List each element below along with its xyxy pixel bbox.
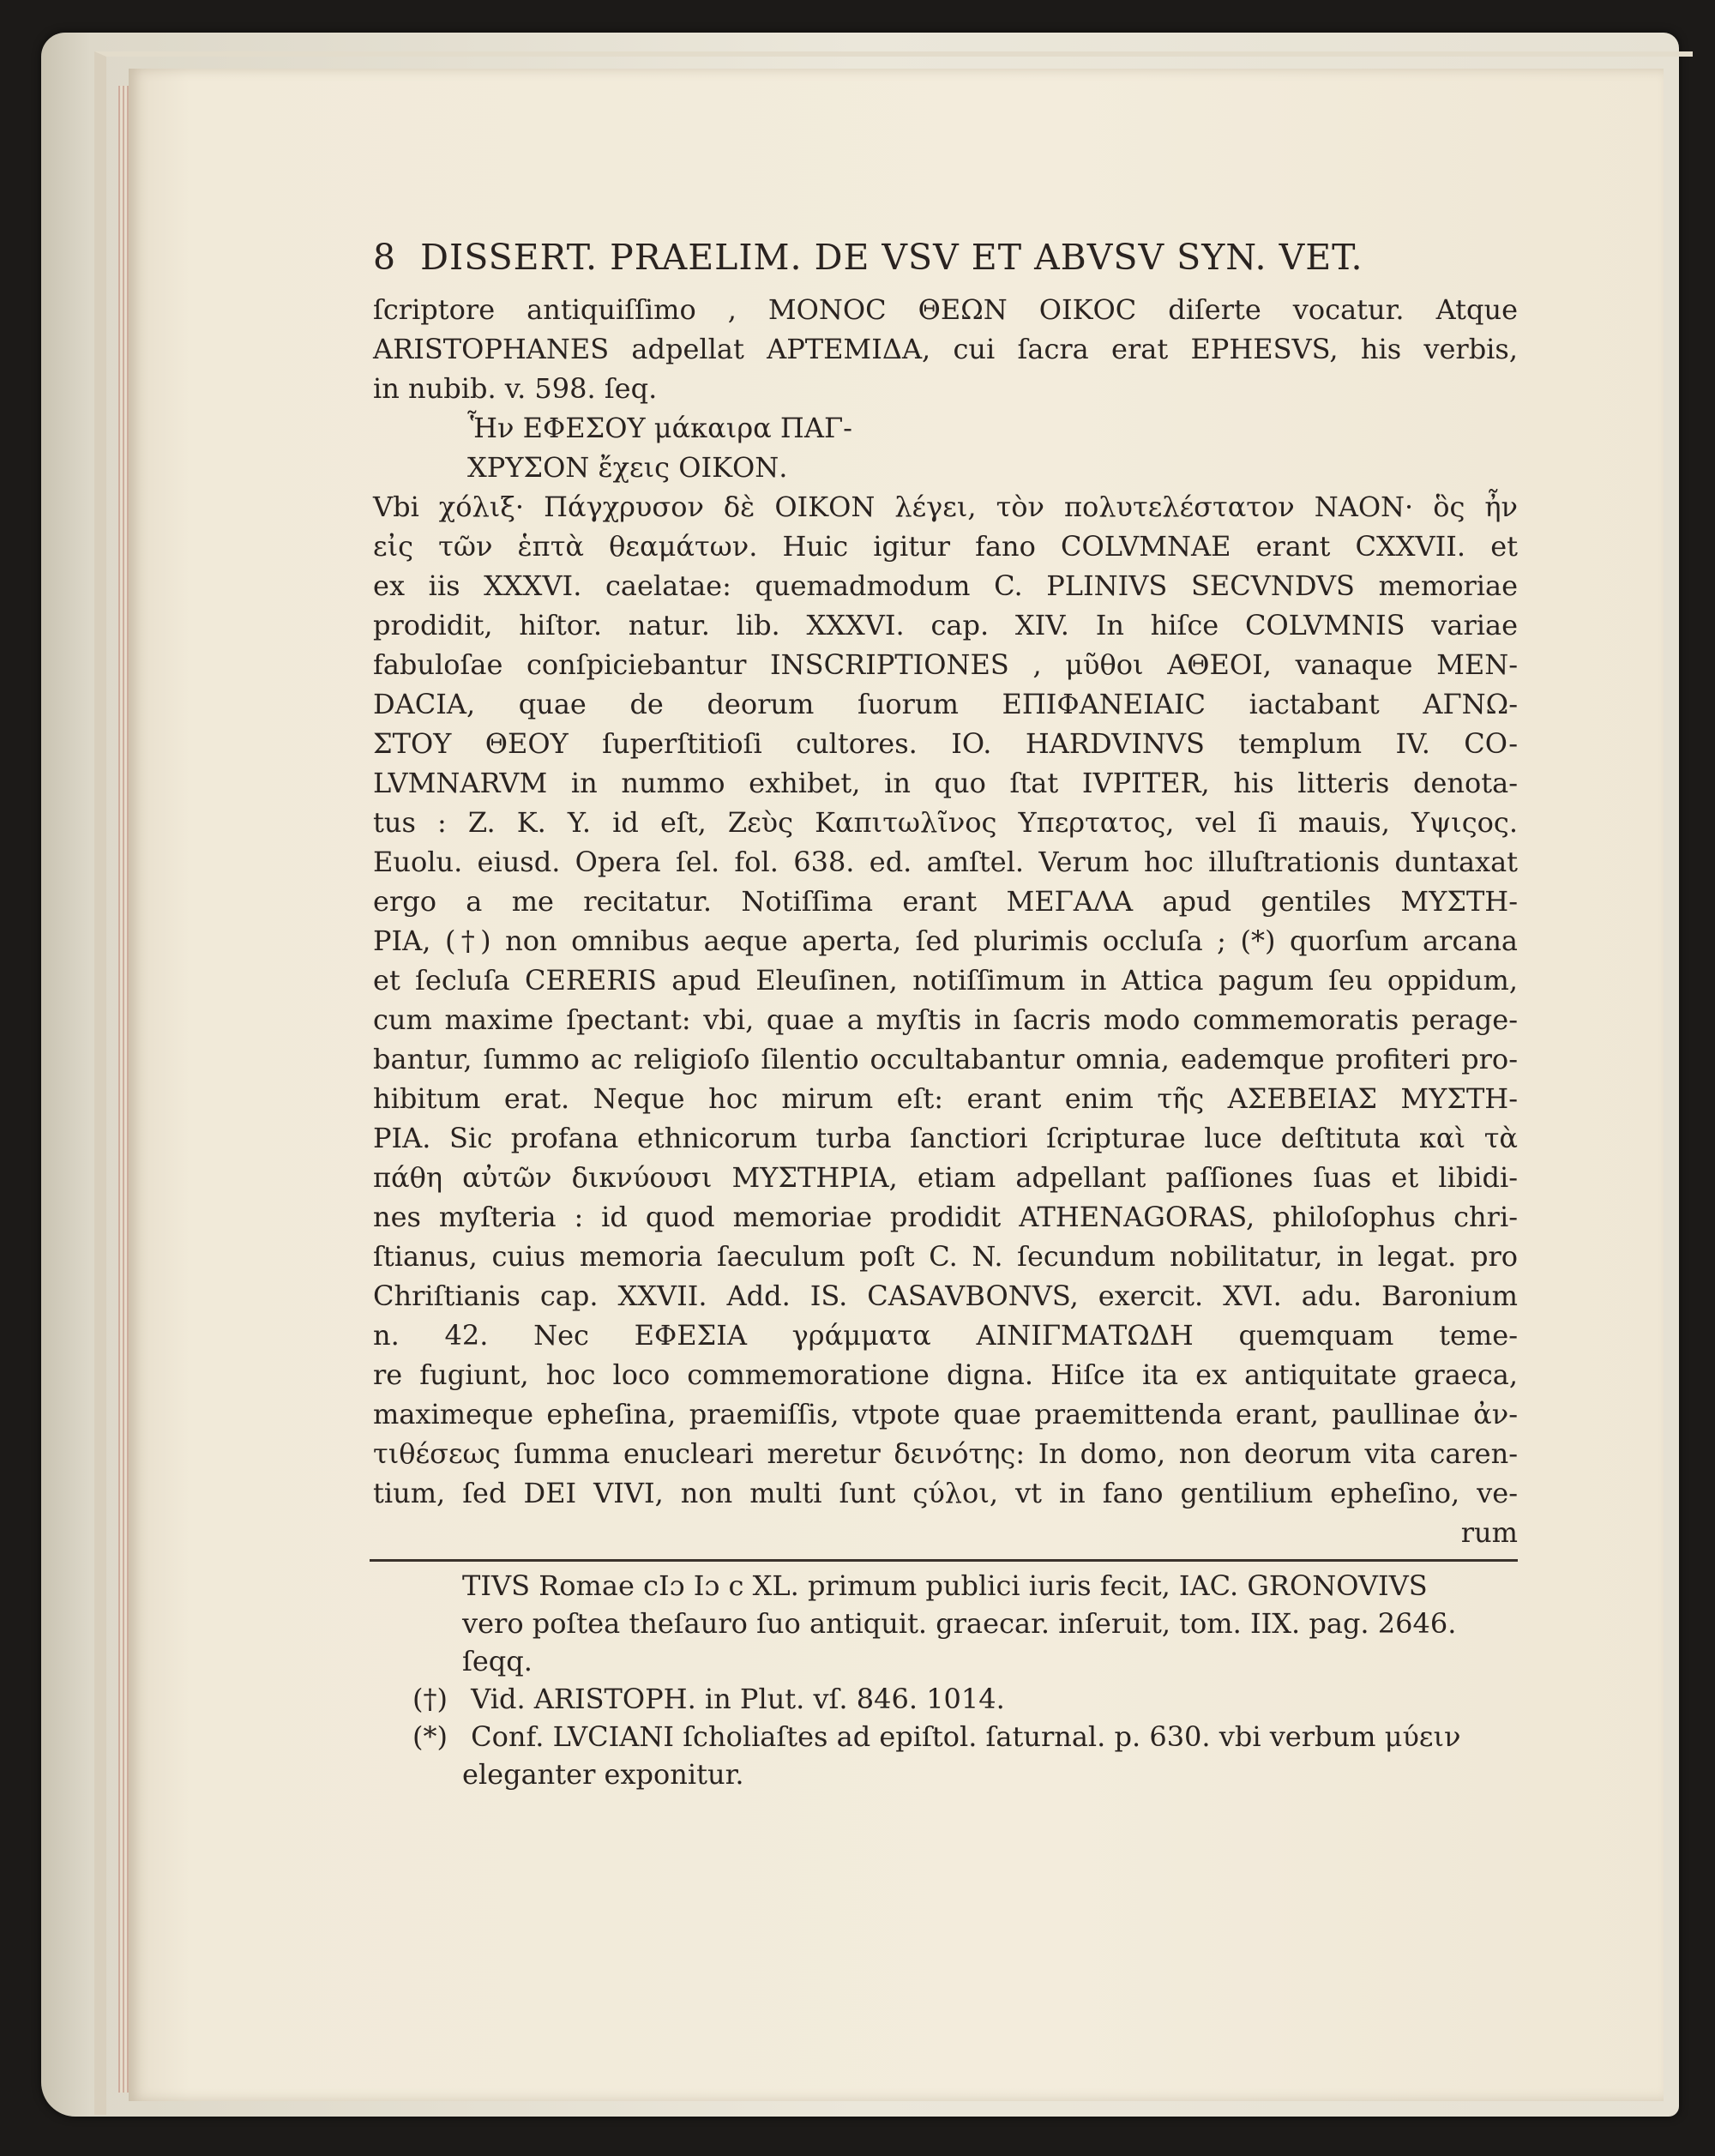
footnote-continuation-line: vero poſtea theſauro ſuo antiquit. graecar. inſeruit, tom. IIX. pag. 2646. — [462, 1607, 1457, 1640]
running-header — [373, 232, 1518, 283]
text-line: εἰς τῶν ἑπτὰ θεαμάτων. Huic igitur fano COLVMNAE erant CXXVII. et — [373, 530, 1518, 563]
text-line: ΡΙΑ. Sic profana ethnicorum turba ſanctiori ſcripturae luce deſtituta καὶ τὰ — [373, 1122, 1518, 1154]
text-line: ARISTOPHANES adpellat ΑΡΤΕΜΙΔΑ, cui ſacra erat EPHESVS, his verbis, — [373, 333, 1518, 365]
footnote-asterisk — [373, 1718, 1518, 1756]
text-line: n. 42. Nec ΕΦΕΣΙΑ γράμματα ΑΙΝΙΓΜΑΤΩΔΗ quemquam teme- — [373, 1319, 1518, 1352]
footnote-dagger — [373, 1680, 1518, 1718]
footnote-mark: (†) — [412, 1683, 448, 1715]
footnote-mark: (*) — [412, 1720, 448, 1753]
text-line: ſtianus, cuius memoria ſaeculum poſt C. N. ſecundum nobilitatur, in legat. pro — [373, 1240, 1518, 1273]
footnote-continuation-line: TIVS Romae cIɔ Iɔ c XL. primum publici iuris fecit, IAC. GRONOVIVS — [462, 1569, 1428, 1602]
text-line: in nubib. v. 598. ſeq. — [373, 372, 658, 405]
page-number: 8 — [373, 237, 397, 278]
text-line: fabuloſae conſpiciebantur INSCRIPTIONES , μῦθοι ΑΘΕΟΙ, vanaque MEN- — [373, 648, 1518, 681]
text-line: et ſecluſa CERERIS apud Eleuſinen, notiſſimum in Attica pagum ſeu oppidum, — [373, 964, 1518, 997]
text-line: πάθη αὐτῶν δικνύουσι ΜΥΣΤΗΡΙΑ, etiam adpellant paſſiones ſuas et libidi- — [373, 1161, 1518, 1194]
text-line: hibitum erat. Neque hoc mirum eſt: erant enim τῆς ΑΣΕΒΕΙΑΣ ΜΥΣΤΗ- — [373, 1082, 1518, 1115]
text-line: tium, ſed DEI VIVI, non multi ſunt ςύλοι, vt in fano gentilium epheſino, ve- — [373, 1477, 1518, 1509]
text-line: ΡΙΑ, (†) non omnibus aeque aperta, ſed plurimis occluſa ; (*) quorſum arcana — [373, 924, 1518, 957]
footnote-continuation-line: ſeqq. — [462, 1645, 533, 1677]
text-line: Euolu. eiusd. Opera ſel. fol. 638. ed. amſtel. Verum hoc illuſtrationis duntaxat — [373, 846, 1518, 878]
text-line: bantur, ſummo ac religioſo ſilentio occultabantur omnia, eademque profiteri pro- — [373, 1043, 1518, 1075]
text-line: cum maxime ſpectant: vbi, quae a myſtis in ſacris modo commemoratis perage- — [373, 1003, 1518, 1036]
footnote-rule — [370, 1559, 1518, 1562]
footnote-text: Conf. LVCIANI ſcholiaſtes ad epiſtol. ſaturnal. p. 630. vbi verbum μύειν — [471, 1720, 1461, 1753]
text-line: maximeque epheſina, praemiſſis, vtpote quae praemittenda erant, paullinae ἀν- — [373, 1398, 1518, 1430]
verse-line: ΧΡΥΣΟΝ ἔχεις ΟΙΚΟΝ. — [467, 451, 788, 484]
footnotes — [373, 1567, 1518, 1793]
text-line: ΣΤΟΥ ΘΕΟΥ ſuperſtitioſi cultores. IO. HARDVINVS templum IV. CO- — [373, 727, 1518, 760]
verse-line: Ἧν ΕΦΕΣΟΥ μάκαιρα ΠΑΓ- — [467, 412, 852, 444]
text-line: LVMNARVM in nummo exhibet, in quo ſtat IVPITER, his litteris denota- — [373, 767, 1518, 799]
text-line: tus : Z. K. Y. id eſt, Ζεὺς Καπιτωλῖνος Υπερτατος, vel ſi mauis, Υψιςος. — [373, 806, 1518, 839]
body-text — [373, 290, 1518, 1552]
footnote-text: Vid. ARISTOPH. in Plut. vſ. 846. 1014. — [471, 1683, 1005, 1715]
catchword: rum — [1460, 1516, 1518, 1549]
footnote-text: eleganter exponitur. — [462, 1758, 744, 1791]
text-line: ex iis XXXVI. caelatae: quemadmodum C. PLINIVS SECVNDVS memoriae — [373, 569, 1518, 602]
text-line: Chriſtianis cap. XXVII. Add. IS. CASAVBONVS, exercit. XVI. adu. Baronium — [373, 1280, 1518, 1312]
text-line: nes myſteria : id quod memoriae prodidit ATHENAGORAS, philoſophus chri- — [373, 1201, 1518, 1233]
text-line: ſcriptore antiquiſſimo , ΜΟΝΟϹ ΘΕΩΝ ΟΙΚΟϹ diſerte vocatur. Atque — [373, 293, 1518, 326]
text-line: DACIA, quae de deorum ſuorum ΕΠΙΦΑΝΕΙΑΙϹ iactabant ΑΓΝΩ- — [373, 688, 1518, 720]
text-line: ergo a me recitatur. Notiſſima erant ΜΕΓΑΛΑ apud gentiles ΜΥΣΤΗ- — [373, 885, 1518, 918]
text-line: prodidit, hiſtor. natur. lib. XXXVI. cap. XIV. In hiſce COLVMNIS variae — [373, 609, 1518, 641]
text-line: re fugiunt, hoc loco commemoratione digna. Hiſce ita ex antiquitate graeca, — [373, 1358, 1518, 1391]
footnote-line — [373, 1756, 1518, 1793]
running-title: DISSERT. PRAELIM. DE VSV ET ABVSV SYN. VET. — [420, 237, 1363, 278]
text-line: Vbi χόλιξ· Πάγχρυσον δὲ ΟΙΚΟΝ λέγει, τὸν πολυτελέστατον ΝΑΟΝ· ὃς ἦν — [373, 491, 1518, 523]
text-line: τιθέσεως ſumma enucleari meretur δεινότης: In domo, non deorum vita caren- — [373, 1437, 1518, 1470]
page-text — [373, 232, 1518, 1793]
